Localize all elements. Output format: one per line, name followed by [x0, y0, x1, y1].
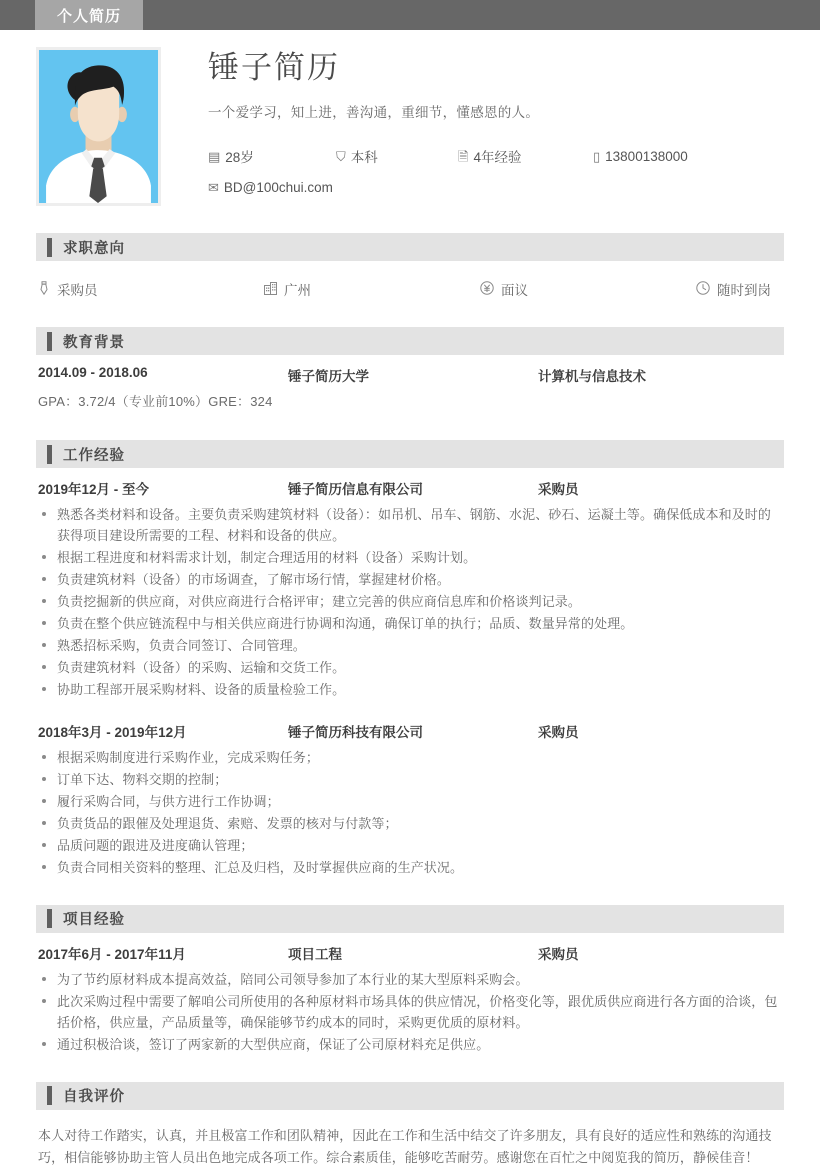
meta-experience-value: 4年经验 [473, 150, 522, 166]
work-bullets [38, 747, 784, 878]
meta-age-value: 28岁 [225, 150, 254, 166]
project-date: 2017年6月 - 2017年11月 [38, 946, 186, 962]
building-icon [264, 282, 277, 297]
work-entry [36, 478, 784, 703]
yen-circle-icon [480, 281, 494, 297]
building-glyph [264, 282, 277, 295]
work-entry-head [38, 721, 784, 741]
intention-availability-value: 随时到岗 [717, 283, 771, 299]
top-bar-spacer [0, 0, 35, 30]
section-accent-bar [47, 445, 52, 464]
list-item: 履行采购合同，与供方进行工作协调； [38, 791, 784, 812]
profile-meta-row-2 [208, 180, 784, 195]
section-accent-bar [47, 909, 52, 928]
person-name: 锤子简历 [208, 50, 340, 85]
meta-degree [336, 146, 458, 166]
calendar-icon: ▤ [208, 148, 221, 164]
list-item: 通过积极洽谈，签订了两家新的大型供应商，保证了公司原材料充足供应。 [38, 1034, 784, 1055]
intention-position-value: 采购员 [57, 283, 98, 299]
intention-position [38, 279, 264, 299]
meta-email [208, 180, 333, 195]
section-title-education: 教育背景 [63, 334, 125, 351]
top-bar [0, 0, 820, 30]
list-item: 负责在整个供应链流程中与相关供应商进行协调和沟通，确保订单的执行；品质、数量异常的处理。 [38, 613, 784, 634]
resume-page [0, 30, 820, 1170]
meta-age [208, 146, 336, 166]
section-title-intention: 求职意向 [63, 240, 125, 257]
list-item: 品质问题的跟进及进度确认管理； [38, 835, 784, 856]
meta-experience [458, 146, 593, 166]
profile-info [161, 47, 784, 209]
work-role: 采购员 [538, 482, 579, 498]
list-item: 为了节约原材料成本提高效益，陪同公司领导参加了本行业的某大型原料采购会。 [38, 969, 784, 990]
section-title-project: 项目经验 [63, 912, 125, 929]
work-role: 采购员 [538, 724, 579, 740]
education-entry [36, 365, 784, 416]
project-bullets [38, 969, 784, 1055]
self-evaluation-text: 本人对待工作踏实，认真，并且极富工作和团队精神，因此在工作和生活中结交了许多朋友，具有良好的适应性和熟练的沟通技巧，相信能够协助主管人员出色地完成各项工作。综合素质佳，能够吃苦耐劳。感谢您在百忙之中阅览我的简历，静候佳音！ [38, 1127, 772, 1166]
list-item: 订单下达、物料交期的控制； [38, 769, 784, 790]
intention-city-value: 广州 [284, 283, 311, 299]
section-title-summary: 自我评价 [63, 1089, 125, 1106]
intention-salary [480, 279, 696, 299]
education-date: 2014.09 - 2018.06 [38, 365, 148, 381]
necktie-icon [38, 281, 50, 297]
list-item: 根据采购制度进行采购作业，完成采购任务； [38, 747, 784, 768]
work-date: 2019年12月 - 至今 [38, 482, 150, 498]
project-entry [36, 943, 784, 1058]
list-item: 负责挖掘新的供应商，对供应商进行合格评审；建立完善的供应商信息库和价格谈判记录。 [38, 591, 784, 612]
intention-city [264, 279, 480, 299]
education-school: 锤子简历大学 [288, 369, 369, 385]
section-accent-bar [47, 238, 52, 257]
meta-email-value: BD@100chui.com [223, 180, 333, 196]
meta-degree-value: 本科 [350, 150, 378, 166]
yen-circle-glyph [480, 281, 494, 295]
avatar-illustration [39, 50, 158, 203]
education-entry-head [38, 365, 784, 385]
necktie-glyph [38, 281, 50, 295]
project-name: 项目工程 [288, 946, 342, 962]
list-item: 负责货品的跟催及处理退货、索赔、发票的核对与付款等； [38, 813, 784, 834]
education-detail: GPA：3.72/4（专业前10%）GRE：324 [38, 394, 273, 410]
list-item: 熟悉各类材料和设备。主要负责采购建筑材料（设备）：如吊机、吊车、钢筋、水泥、砂石、运凝土等。确保低成本和及时的获得项目建设所需要的工程、材料和设备的供应。 [38, 504, 784, 546]
intention-row [36, 271, 784, 303]
section-header-work [36, 440, 784, 468]
section-title-work: 工作经验 [63, 447, 125, 464]
graduation-cap-icon: ⛉ [336, 148, 346, 164]
profile-header [36, 30, 784, 209]
project-entry-head [38, 943, 784, 963]
meta-phone-value: 13800138000 [605, 148, 688, 164]
section-header-project [36, 905, 784, 933]
clock-icon [696, 281, 710, 297]
entry-spacer [36, 704, 784, 717]
section-accent-bar [47, 332, 52, 351]
list-item: 熟悉招标采购，负责合同签订、合同管理。 [38, 635, 784, 656]
section-header-intention [36, 233, 784, 261]
work-company: 锤子简历信息有限公司 [288, 482, 423, 498]
work-bullets [38, 504, 784, 700]
envelope-icon: ✉ [208, 180, 219, 196]
list-item: 负责合同相关资料的整理、汇总及归档，及时掌握供应商的生产状况。 [38, 857, 784, 878]
list-item: 负责建筑材料（设备）的市场调查，了解市场行情，掌握建材价格。 [38, 569, 784, 590]
phone-icon: ▯ [593, 148, 601, 164]
list-item: 根据工程进度和材料需求计划，制定合理适用的材料（设备）采购计划。 [38, 547, 784, 568]
intention-availability [696, 279, 771, 299]
work-entry [36, 721, 784, 881]
section-header-summary [36, 1082, 784, 1110]
work-company: 锤子简历科技有限公司 [288, 724, 423, 740]
work-entry-head [38, 478, 784, 498]
intention-salary-value: 面议 [501, 283, 528, 299]
education-major: 计算机与信息技术 [538, 369, 646, 385]
document-icon: 🗎 [458, 148, 469, 164]
list-item: 协助工程部开展采购材料、设备的质量检验工作。 [38, 679, 784, 700]
meta-phone [593, 146, 688, 166]
list-item: 此次采购过程中需要了解咱公司所使用的各种原材料市场具体的供应情况，价格变化等，跟优质供应商进行各方面的洽谈，包括价格，供应量，产品质量等，确保能够节约成本的同时，采购更优质的原材料。 [38, 991, 784, 1033]
project-role: 采购员 [538, 946, 579, 962]
resume-tab[interactable]: 个人简历 [35, 0, 143, 30]
work-date: 2018年3月 - 2019年12月 [38, 724, 187, 740]
profile-meta-row-1 [208, 146, 784, 166]
section-accent-bar [47, 1086, 52, 1105]
list-item: 负责建筑材料（设备）的采购、运输和交货工作。 [38, 657, 784, 678]
avatar [36, 47, 161, 206]
section-header-education [36, 327, 784, 355]
person-tagline: 一个爱学习，知上进，善沟通，重细节，懂感恩的人。 [208, 105, 540, 121]
clock-glyph [696, 281, 710, 295]
